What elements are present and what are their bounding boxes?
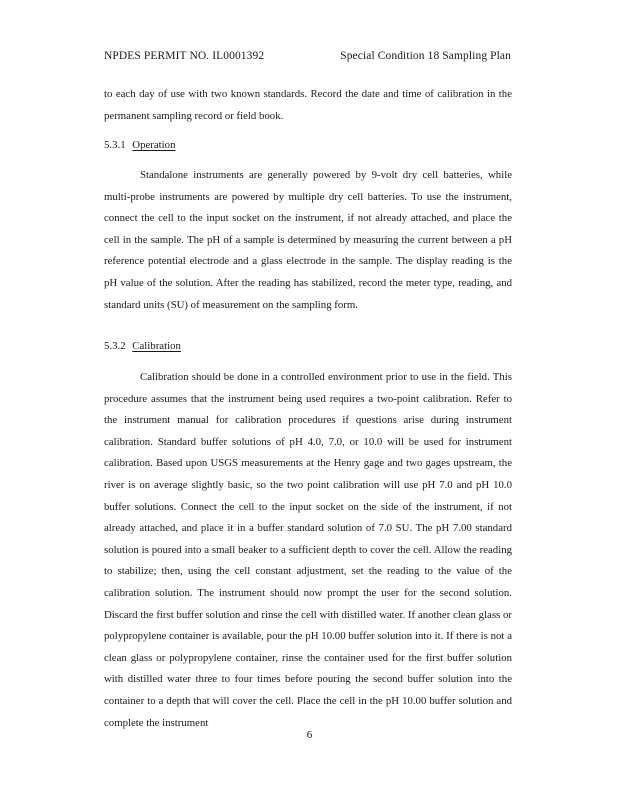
header-permit-number: NPDES PERMIT NO. IL0001392 <box>104 50 265 62</box>
paragraph-operation: Standalone instruments are generally powered by 9-volt dry cell batteries, while multi-probe instruments are powered by multiple dry cell batteries. To use the instrument, connect the cell to the input socket on the instrument, if not already attached, and place the cell in the sample. The pH of a sample is determined by measuring the current between a pH reference potential electrode and a glass electrode in the sample. The display reading is the pH value of the solution. After the reading has stabilized, record the meter type, reading, and standard units (SU) of measurement on the sampling form. <box>104 169 512 311</box>
section-title: Calibration <box>132 340 181 352</box>
section-title: Operation <box>132 139 176 151</box>
page-number: 6 <box>306 729 313 741</box>
section-heading-calibration <box>104 336 181 358</box>
paragraph-calibration: Calibration should be done in a controlled environment prior to use in the field. This procedure assumes that the instrument being used requires a two-point calibration. Refer to the instrument manual for calibration procedures if questions arise during instrument calibration. Standard buffer solutions of pH 4.0, 7.0, or 10.0 will be used for instrument calibration. Based upon USGS measurements at the Henry gage and two gages upstream, the river is on average slightly basic, so the two point calibration will use pH 7.0 and pH 10.0 buffer solutions. Connect the cell to the input socket on the side of the instrument, if not already attached, and place it in a buffer standard solution of 7.0 SU. The pH 7.00 standard solution is poured into a small beaker to a sufficient depth to cover the cell. Allow the reading to stabilize; then, using the cell constant adjustment, set the reading to the value of the calibration solution. The instrument should now prompt the user for the second solution. Discard the first buffer solution and rinse the cell with distilled water. If another clean glass or polypropylene container is available, pour the pH 10.00 buffer solution into it. If there is not a clean glass or polypropylene container, rinse the container used for the first buffer solution with distilled water three to four times before pouring the second buffer solution into the container to a depth that will cover the cell. Place the cell in the pH 10.00 buffer solution and complete the instrument <box>104 371 512 729</box>
header-document-title: Special Condition 18 Sampling Plan <box>340 50 511 62</box>
section-number: 5.3.1 <box>104 139 126 151</box>
section-number: 5.3.2 <box>104 340 126 352</box>
section-heading-operation <box>104 135 175 157</box>
paragraph-calibration-record: to each day of use with two known standards. Record the date and time of calibration in the permanent sampling record or field book. <box>104 88 512 122</box>
